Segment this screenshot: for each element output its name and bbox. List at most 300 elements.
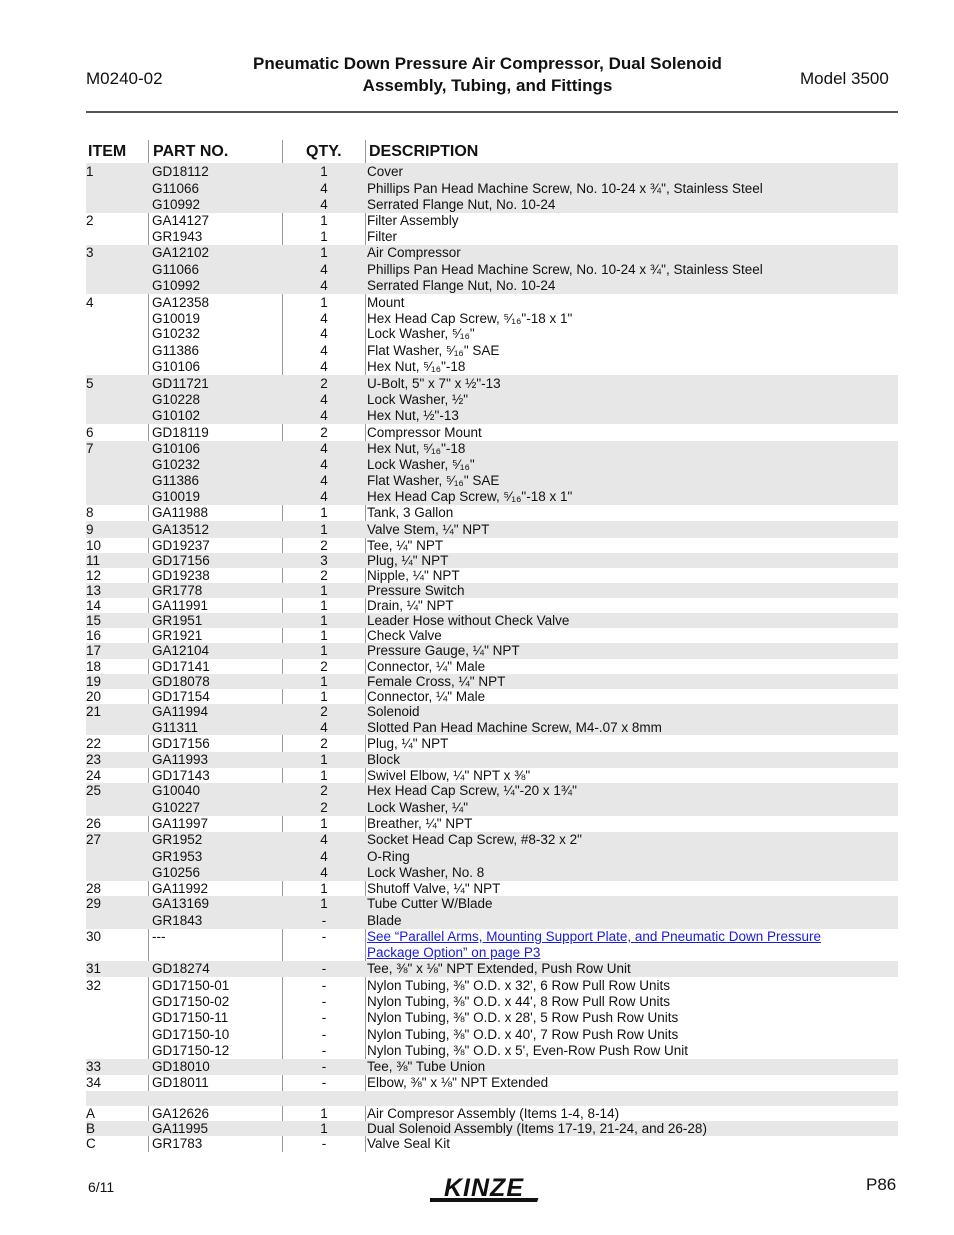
table-row xyxy=(86,896,898,912)
qty-cell: 2 xyxy=(320,800,328,815)
table-row xyxy=(86,1059,898,1075)
item-cell: 25 xyxy=(86,783,102,798)
item-group xyxy=(86,505,898,521)
table-row xyxy=(86,881,898,896)
table-row xyxy=(86,392,898,407)
part-number-cell: G10992 xyxy=(152,197,201,212)
table-row xyxy=(86,1136,898,1152)
item-group xyxy=(86,613,898,628)
qty-cell: 2 xyxy=(320,659,328,674)
table-row xyxy=(86,832,898,848)
part-number-cell: GA12626 xyxy=(152,1106,210,1121)
description-cell: Nipple, ¼" NPT xyxy=(367,568,460,583)
table-row xyxy=(86,197,898,213)
item-cell: 2 xyxy=(86,213,94,228)
col-desc-header: DESCRIPTION xyxy=(369,143,479,160)
part-number-cell: GR1953 xyxy=(152,849,203,864)
qty-cell: 4 xyxy=(320,832,328,847)
part-number-cell: --- xyxy=(152,929,166,944)
qty-cell: 4 xyxy=(320,408,328,423)
table-row xyxy=(86,720,898,735)
table-row xyxy=(86,489,898,505)
description-cell: Nylon Tubing, ⅜" O.D. x 5', Even-Row Push Row Unit xyxy=(367,1043,689,1058)
part-number-cell: GD17156 xyxy=(152,736,210,751)
table-row xyxy=(86,735,898,752)
qty-cell: 1 xyxy=(320,229,328,244)
description-cell: Block xyxy=(367,752,401,767)
qty-cell: 4 xyxy=(320,278,328,293)
table-row xyxy=(86,799,898,816)
part-number-cell: GR1843 xyxy=(152,913,203,928)
part-number-cell: G11066 xyxy=(152,262,200,277)
item-group xyxy=(86,659,898,674)
item-group xyxy=(86,213,898,245)
description-cell: Plug, ¼" NPT xyxy=(367,736,449,751)
description-cell: Nylon Tubing, ⅜" O.D. x 40', 7 Row Push Row Units xyxy=(367,1027,679,1042)
item-cell: 32 xyxy=(86,978,102,993)
part-number-cell: GD17156 xyxy=(152,553,210,568)
table-row xyxy=(86,613,898,628)
description-cell: Slotted Pan Head Machine Screw, M4-.07 x 8mm xyxy=(367,720,662,735)
part-number-cell: GR1943 xyxy=(152,229,203,244)
table-row xyxy=(86,865,898,881)
table-row xyxy=(86,929,898,945)
part-number-cell: GD17150-11 xyxy=(152,1010,229,1025)
item-group xyxy=(86,538,898,553)
item-cell: 1 xyxy=(86,164,94,179)
item-group xyxy=(86,961,898,977)
part-number-cell: G10019 xyxy=(152,489,201,504)
qty-cell: 2 xyxy=(320,538,328,553)
item-cell: 11 xyxy=(86,553,101,568)
table-row xyxy=(86,163,898,180)
table-row xyxy=(86,1026,898,1043)
part-number-cell: G11311 xyxy=(152,720,199,735)
part-number-cell: GA11991 xyxy=(152,598,209,613)
qty-cell: 4 xyxy=(320,473,328,488)
part-number-cell: GD17141 xyxy=(152,659,210,674)
part-number-cell: GD17143 xyxy=(152,768,210,783)
qty-cell: 1 xyxy=(320,896,328,911)
item-group xyxy=(86,553,898,568)
item-cell: 15 xyxy=(86,613,102,628)
item-group xyxy=(86,783,898,816)
part-number-cell: GA12358 xyxy=(152,295,210,310)
qty-cell: 4 xyxy=(320,457,328,472)
table-row xyxy=(86,1075,898,1091)
qty-cell: 4 xyxy=(320,720,328,735)
part-number-cell: GD17150-12 xyxy=(152,1043,230,1058)
table-row xyxy=(86,521,898,538)
part-number-cell: GD11721 xyxy=(152,376,209,391)
description-cell: Pressure Switch xyxy=(367,583,465,598)
part-number-cell: GA11994 xyxy=(152,704,209,719)
qty-cell: 1 xyxy=(320,245,328,260)
table-row xyxy=(86,1010,898,1026)
qty-cell: - xyxy=(321,1059,327,1074)
item-cell: B xyxy=(86,1121,96,1136)
item-cell: 7 xyxy=(86,441,94,456)
part-number-cell: G10040 xyxy=(152,783,201,798)
description-cell: Hex Head Cap Screw, ⁵⁄₁₆"-18 x 1" xyxy=(367,311,573,326)
part-number-cell: GR1778 xyxy=(152,583,203,598)
qty-cell: - xyxy=(321,1027,327,1042)
qty-cell: 1 xyxy=(320,1106,328,1121)
description-cell: Tube Cutter W/Blade xyxy=(367,896,493,911)
description-cell: Hex Nut, ⁵⁄₁₆"-18 xyxy=(367,359,466,374)
description-cell: Filter xyxy=(367,229,397,244)
part-number-cell: G11066 xyxy=(152,181,200,196)
part-number-cell: G10019 xyxy=(152,311,201,326)
item-group xyxy=(86,929,898,961)
table-row xyxy=(86,912,898,929)
part-number-cell: GA11992 xyxy=(152,881,209,896)
table-row xyxy=(86,674,898,689)
item-group xyxy=(86,294,898,375)
col-qty-header: QTY. xyxy=(306,143,342,160)
table-row xyxy=(86,441,898,457)
col-part-header: PART NO. xyxy=(153,143,229,160)
qty-cell: 1 xyxy=(320,689,328,704)
table-row xyxy=(86,704,898,720)
item-group xyxy=(86,583,898,598)
qty-cell: 4 xyxy=(320,343,328,358)
table-row xyxy=(86,816,898,832)
item-cell: 26 xyxy=(86,816,102,831)
qty-cell: - xyxy=(321,978,327,993)
description-cell: Nylon Tubing, ⅜" O.D. x 32', 6 Row Pull Row Units xyxy=(367,978,670,993)
description-cell: O-Ring xyxy=(367,849,410,864)
item-group xyxy=(86,752,898,768)
table-row xyxy=(86,659,898,674)
qty-cell: 2 xyxy=(320,783,328,798)
item-cell: 19 xyxy=(86,674,102,689)
part-number-cell: G10106 xyxy=(152,441,201,456)
item-group xyxy=(86,832,898,881)
qty-cell: - xyxy=(321,1075,327,1090)
table-row xyxy=(86,994,898,1010)
item-group xyxy=(86,628,898,643)
part-number-cell: GR1921 xyxy=(152,628,203,643)
qty-cell: 1 xyxy=(320,1121,328,1136)
item-cell: 17 xyxy=(86,643,102,658)
qty-cell: 1 xyxy=(320,768,328,783)
description-cell: Phillips Pan Head Machine Screw, No. 10-24 x ¾", Stainless Steel xyxy=(367,181,763,196)
description-cell: Tee, ⅜" x ⅛" NPT Extended, Push Row Unit xyxy=(367,961,631,976)
item-cell: 29 xyxy=(86,896,102,911)
item-cell: 10 xyxy=(86,538,102,553)
qty-cell: - xyxy=(321,994,327,1009)
description-cell: Nylon Tubing, ⅜" O.D. x 28', 5 Row Push Row Units xyxy=(367,1010,679,1025)
qty-cell: 1 xyxy=(320,674,328,689)
table-row xyxy=(86,473,898,489)
item-cell: 30 xyxy=(86,929,102,944)
item-group xyxy=(86,1075,898,1091)
description-cell: Check Valve xyxy=(367,628,442,643)
part-number-cell: G10256 xyxy=(152,865,201,880)
part-number-cell: GR1952 xyxy=(152,832,203,847)
qty-cell: 4 xyxy=(320,489,328,504)
part-number-cell: GD19238 xyxy=(152,568,210,583)
part-number-cell: GD17150-10 xyxy=(152,1027,230,1042)
item-group xyxy=(86,441,898,505)
qty-cell: 1 xyxy=(320,598,328,613)
description-cell: Lock Washer, No. 8 xyxy=(367,865,485,880)
qty-cell: 2 xyxy=(320,704,328,719)
qty-cell: 1 xyxy=(320,583,328,598)
qty-cell: 4 xyxy=(320,311,328,326)
item-cell: 31 xyxy=(86,961,102,976)
model-label: Model 3500 xyxy=(800,69,889,88)
part-number-cell: G10228 xyxy=(152,392,201,407)
item-group xyxy=(86,816,898,832)
description-cell: Connector, ¼" Male xyxy=(367,659,486,674)
description-cell: Tank, 3 Gallon xyxy=(367,505,454,520)
footer-date: 6/11 xyxy=(88,1179,115,1195)
description-cell: Tee, ⅜" Tube Union xyxy=(367,1059,486,1074)
item-group xyxy=(86,704,898,735)
item-group xyxy=(86,568,898,583)
table-row xyxy=(86,538,898,553)
description-cell: Hex Nut, ½"-13 xyxy=(367,408,459,423)
description-cell: Connector, ¼" Male xyxy=(367,689,486,704)
table-row xyxy=(86,1043,898,1059)
qty-cell: 4 xyxy=(320,359,328,374)
table-row xyxy=(86,342,898,359)
col-item-header: ITEM xyxy=(88,143,127,160)
description-cell: Breather, ¼" NPT xyxy=(367,816,473,831)
table-row xyxy=(86,945,898,961)
table-row xyxy=(86,768,898,783)
qty-cell: 3 xyxy=(320,553,328,568)
table-row xyxy=(86,1121,898,1136)
table-row xyxy=(86,505,898,521)
part-number-cell: GA13169 xyxy=(152,896,210,911)
table-row xyxy=(86,245,898,261)
part-number-cell: GD17150-02 xyxy=(152,994,230,1009)
description-cell: Solenoid xyxy=(367,704,420,719)
description-link[interactable]: See “Parallel Arms, Mounting Support Plate, and Pneumatic Down Pressure xyxy=(367,929,821,944)
qty-cell: 1 xyxy=(320,213,328,228)
item-cell: 33 xyxy=(86,1059,102,1074)
table-row xyxy=(86,643,898,659)
description-cell: Pressure Gauge, ¼" NPT xyxy=(367,643,520,658)
description-cell: Blade xyxy=(367,913,402,928)
part-number-cell: GD18112 xyxy=(152,164,209,179)
item-cell: 22 xyxy=(86,736,102,751)
part-number-cell: GA13512 xyxy=(152,522,210,537)
description-cell: Dual Solenoid Assembly (Items 17-19, 21-24, and 26-28) xyxy=(367,1121,707,1136)
item-group xyxy=(86,598,898,613)
description-cell: Socket Head Cap Screw, #8-32 x 2" xyxy=(367,832,582,847)
description-cell: Filter Assembly xyxy=(367,213,459,228)
description-cell: Swivel Elbow, ¼" NPT x ⅜" xyxy=(367,768,531,783)
part-number-cell: GA11995 xyxy=(152,1121,209,1136)
description-cell: Plug, ¼" NPT xyxy=(367,553,449,568)
part-number-cell: GA14127 xyxy=(152,213,210,228)
part-number-cell: G10227 xyxy=(152,800,201,815)
part-number-cell: GA12104 xyxy=(152,643,210,658)
description-cell: Hex Head Cap Screw, ⁵⁄₁₆"-18 x 1" xyxy=(367,489,573,504)
part-number-cell: GD18010 xyxy=(152,1059,210,1074)
item-group xyxy=(86,1091,898,1106)
item-cell: 28 xyxy=(86,881,102,896)
item-cell: 24 xyxy=(86,768,102,783)
qty-cell: 4 xyxy=(320,326,328,341)
kinze-logo xyxy=(430,1172,552,1208)
qty-cell: 2 xyxy=(320,568,328,583)
item-cell: 8 xyxy=(86,505,94,520)
description-cell: Elbow, ⅜" x ⅛" NPT Extended xyxy=(367,1075,549,1090)
item-cell: 13 xyxy=(86,583,102,598)
qty-cell: 4 xyxy=(320,197,328,212)
item-group xyxy=(86,1106,898,1121)
title-line-2: Assembly, Tubing, and Fittings xyxy=(362,76,613,95)
description-cell: Tee, ¼" NPT xyxy=(367,538,444,553)
qty-cell: 1 xyxy=(320,628,328,643)
table-body xyxy=(86,163,898,1152)
item-group xyxy=(86,977,898,1059)
qty-cell: 4 xyxy=(320,441,328,456)
item-cell: 9 xyxy=(86,522,94,537)
table-row xyxy=(86,583,898,598)
item-group xyxy=(86,1121,898,1136)
table-row xyxy=(86,1106,898,1121)
item-group xyxy=(86,735,898,752)
table-row xyxy=(86,598,898,613)
qty-cell: - xyxy=(321,929,327,944)
item-cell: 4 xyxy=(86,295,94,310)
qty-cell: - xyxy=(321,1043,327,1058)
part-number-cell: GA11988 xyxy=(152,505,209,520)
item-group xyxy=(86,245,898,294)
table-row xyxy=(86,752,898,768)
item-group xyxy=(86,424,898,441)
table-row xyxy=(86,407,898,424)
table-row xyxy=(86,628,898,643)
description-cell: Air Compresor Assembly (Items 1-4, 8-14) xyxy=(367,1106,620,1121)
doc-id: M0240-02 xyxy=(86,69,163,88)
part-number-cell: GA11993 xyxy=(152,752,209,767)
item-cell: C xyxy=(86,1136,96,1151)
description-cell: Female Cross, ¼" NPT xyxy=(367,674,506,689)
page-title xyxy=(200,53,775,97)
qty-cell: - xyxy=(321,1136,327,1151)
item-cell: 20 xyxy=(86,689,102,704)
description-link[interactable]: Package Option” on page P3 xyxy=(367,945,541,960)
part-number-cell: GA11997 xyxy=(152,816,209,831)
item-group xyxy=(86,689,898,704)
description-cell: Flat Washer, ⁵⁄₁₆" SAE xyxy=(367,473,500,488)
qty-cell: 1 xyxy=(320,164,328,179)
qty-cell: 1 xyxy=(320,505,328,520)
description-cell: Hex Nut, ⁵⁄₁₆"-18 xyxy=(367,441,466,456)
item-cell: A xyxy=(86,1106,96,1121)
part-number-cell: G11386 xyxy=(152,473,200,488)
description-cell: Valve Seal Kit xyxy=(367,1136,451,1151)
table-row xyxy=(86,977,898,994)
qty-cell: - xyxy=(321,913,327,928)
part-number-cell: GR1951 xyxy=(152,613,203,628)
part-number-cell: G10102 xyxy=(152,408,201,423)
part-number-cell: GD18119 xyxy=(152,425,209,440)
description-cell: Serrated Flange Nut, No. 10-24 xyxy=(367,197,556,212)
description-cell: Leader Hose without Check Valve xyxy=(367,613,570,628)
item-group xyxy=(86,1059,898,1075)
table-row xyxy=(86,278,898,294)
header-rule xyxy=(86,111,898,113)
table-row xyxy=(86,424,898,441)
qty-cell: 1 xyxy=(320,752,328,767)
part-number-cell: GD18078 xyxy=(152,674,210,689)
part-number-cell: G10232 xyxy=(152,326,201,341)
part-number-cell: G10992 xyxy=(152,278,201,293)
qty-cell: - xyxy=(321,1010,327,1025)
table-row xyxy=(86,326,898,342)
description-cell: Compressor Mount xyxy=(367,425,482,440)
table-header xyxy=(86,140,898,163)
qty-cell: 2 xyxy=(320,376,328,391)
qty-cell: 4 xyxy=(320,262,328,277)
qty-cell: 2 xyxy=(320,425,328,440)
table-row xyxy=(86,457,898,473)
table-row xyxy=(86,689,898,704)
description-cell: Flat Washer, ⁵⁄₁₆" SAE xyxy=(367,343,500,358)
item-group xyxy=(86,375,898,424)
part-number-cell: GA12102 xyxy=(152,245,210,260)
item-group xyxy=(86,768,898,783)
table-row xyxy=(86,961,898,977)
qty-cell: 2 xyxy=(320,736,328,751)
table-row xyxy=(86,311,898,326)
description-cell: Cover xyxy=(367,164,404,179)
description-cell: Lock Washer, ½" xyxy=(367,392,469,407)
table-row xyxy=(86,1091,898,1106)
table-row xyxy=(86,359,898,375)
table-row xyxy=(86,568,898,583)
description-cell: Lock Washer, ⁵⁄₁₆" xyxy=(367,326,475,341)
item-cell: 5 xyxy=(86,376,94,391)
description-cell: Drain, ¼" NPT xyxy=(367,598,454,613)
description-cell: Lock Washer, ⁵⁄₁₆" xyxy=(367,457,475,472)
logo-text: KINZE xyxy=(444,1174,524,1202)
part-number-cell: GD18011 xyxy=(152,1075,209,1090)
qty-cell: 4 xyxy=(320,181,328,196)
description-cell: Nylon Tubing, ⅜" O.D. x 44', 8 Row Pull Row Units xyxy=(367,994,670,1009)
description-cell: Mount xyxy=(367,295,405,310)
table-row xyxy=(86,261,898,278)
part-number-cell: GD17150-01 xyxy=(152,978,230,993)
description-cell: Phillips Pan Head Machine Screw, No. 10-24 x ¾", Stainless Steel xyxy=(367,262,763,277)
description-cell: U-Bolt, 5" x 7" x ½"-13 xyxy=(367,376,501,391)
item-cell: 34 xyxy=(86,1075,102,1090)
description-cell: Shutoff Valve, ¼" NPT xyxy=(367,881,501,896)
page-number: P86 xyxy=(866,1175,897,1194)
item-group xyxy=(86,163,898,213)
item-group xyxy=(86,881,898,896)
qty-cell: 1 xyxy=(320,816,328,831)
qty-cell: 4 xyxy=(320,392,328,407)
item-cell: 6 xyxy=(86,425,94,440)
part-number-cell: GR1783 xyxy=(152,1136,203,1151)
qty-cell: 1 xyxy=(320,643,328,658)
table-row xyxy=(86,848,898,865)
table-row xyxy=(86,294,898,311)
item-cell: 12 xyxy=(86,568,102,583)
qty-cell: - xyxy=(321,961,327,976)
item-cell: 21 xyxy=(86,704,102,719)
qty-cell: 1 xyxy=(320,522,328,537)
